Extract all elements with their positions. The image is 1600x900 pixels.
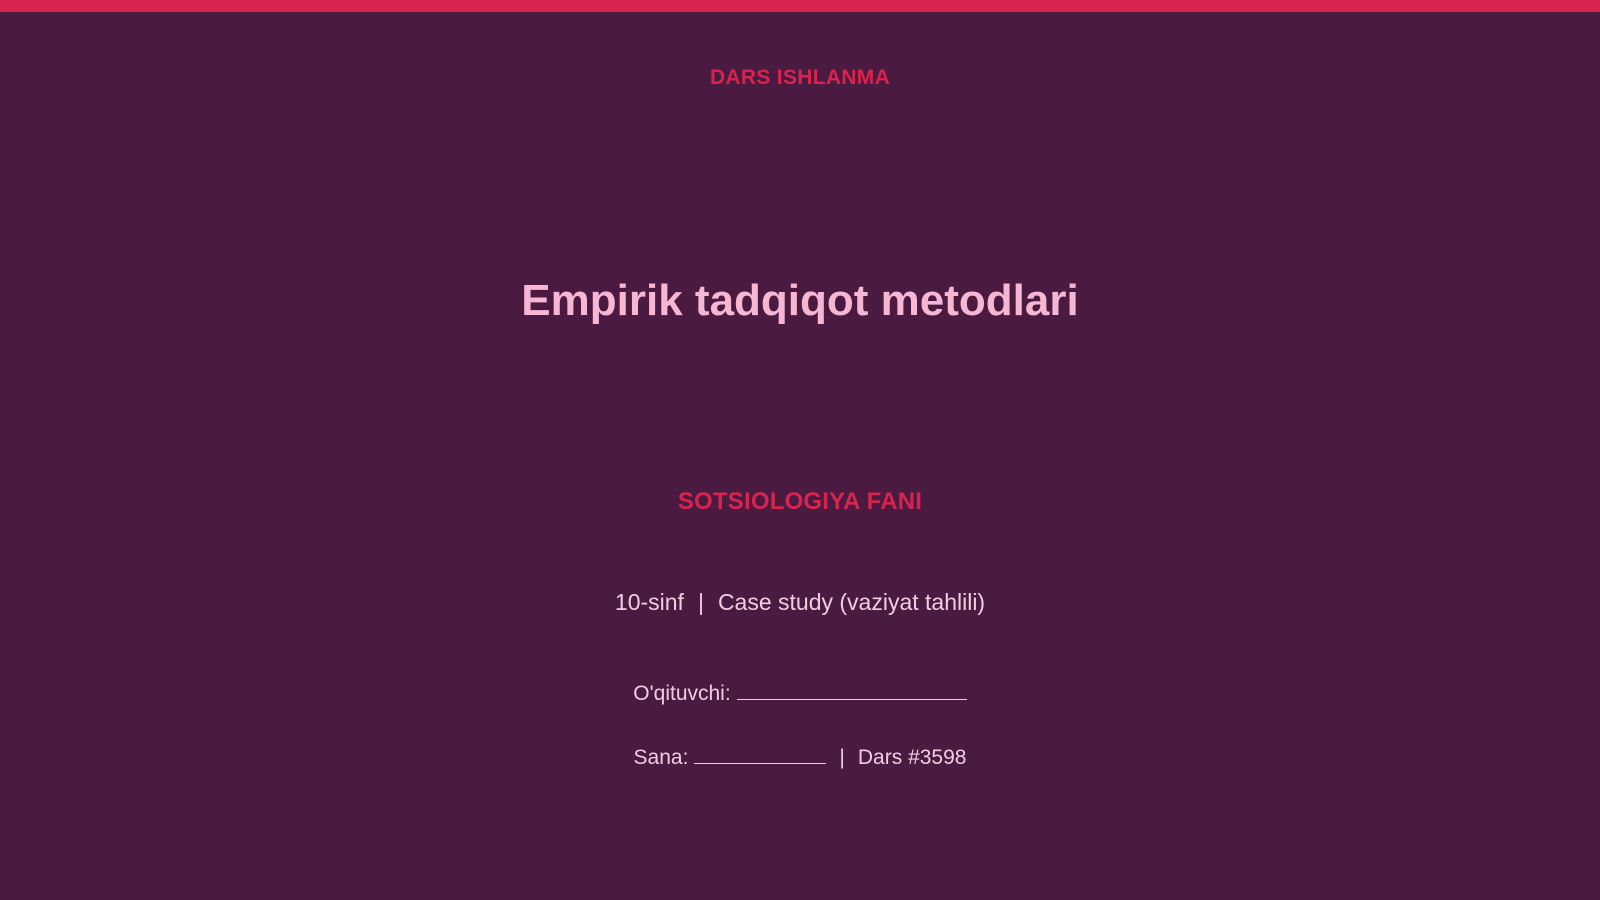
- document-type-label: DARS ISHLANMA: [709, 66, 891, 89]
- method-label: Case study (vaziyat tahlili): [717, 589, 986, 615]
- lesson-meta: [0, 589, 1600, 616]
- date-separator: |: [839, 746, 845, 769]
- meta-separator: |: [697, 589, 704, 615]
- teacher-name-blank: [737, 681, 967, 700]
- date-line: [0, 745, 1600, 770]
- date-label: Sana:: [633, 746, 689, 769]
- subject-label: SOTSIOLOGIYA FANI: [677, 488, 923, 515]
- grade-label: 10-sinf: [614, 589, 684, 615]
- lesson-title: Empirik tadqiqot metodlari: [521, 276, 1079, 325]
- teacher-line: [0, 681, 1600, 706]
- date-blank: [694, 745, 826, 764]
- top-accent-bar: [0, 0, 1600, 12]
- teacher-label: O'qituvchi:: [633, 682, 731, 705]
- lesson-number: Dars #3598: [857, 746, 967, 769]
